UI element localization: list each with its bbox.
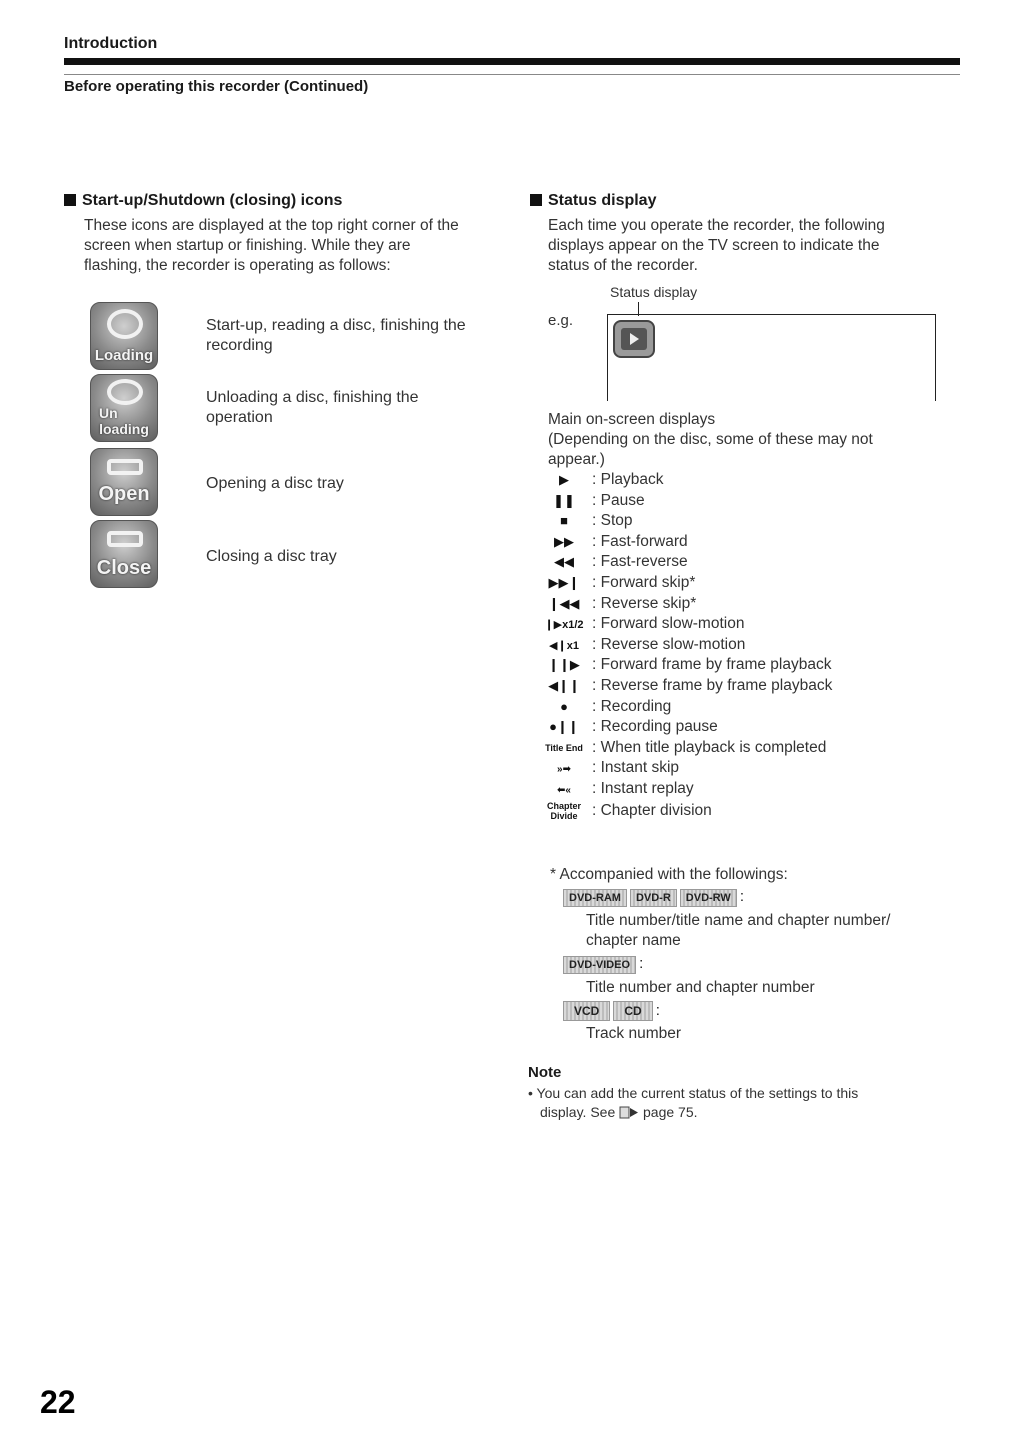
loading-description [206, 316, 466, 356]
tv-screen-frame [607, 314, 936, 401]
stop-icon: ■ [560, 513, 568, 529]
symbol-row-recording [536, 698, 671, 719]
bullet-square-icon [64, 194, 76, 206]
symbol-desc: : Playback [592, 471, 664, 488]
symbol-desc: : Fast-reverse [592, 553, 688, 571]
fast-reverse-icon: ◀◀ [554, 554, 574, 570]
symbol-desc: : Instant replay [592, 780, 694, 797]
description-line: Start-up, reading a disc, finishing the [206, 317, 466, 334]
symbol-row-playback [536, 471, 664, 492]
status-intro [548, 216, 885, 276]
symbol-desc: : Forward slow-motion [592, 615, 745, 633]
unloading-icon [90, 374, 158, 442]
group-line: Track number [586, 1025, 682, 1042]
symbol-desc: : Chapter division [592, 801, 712, 819]
symbol-desc: : Recording pause [592, 718, 718, 736]
symbol-row-reverse-skip [536, 595, 696, 616]
main-displays-intro [548, 410, 873, 470]
symbol-desc: : Forward frame by frame playback [592, 656, 832, 674]
unloading-description [206, 388, 419, 428]
description-line: operation [206, 409, 273, 426]
forward-slow-icon: ❙▶x1/2 [544, 619, 584, 632]
symbol-row-stop [536, 512, 633, 533]
group-line: Title number and chapter number [586, 979, 815, 996]
note-line: page 75. [643, 1104, 698, 1120]
loading-icon [90, 302, 158, 370]
footnote: * Accompanied with the followings: [550, 866, 788, 883]
forward-frame-icon: ❙❙▶ [548, 657, 580, 673]
cd-badge: CD [613, 1001, 652, 1021]
main-line: Main on-screen displays [548, 411, 716, 428]
forward-skip-icon: ▶▶❙ [548, 575, 580, 590]
symbol-desc: : Stop [592, 512, 633, 530]
icon-label: Close [96, 557, 152, 579]
symbol-desc: : Instant skip [592, 759, 680, 777]
symbol-row-fast-reverse [536, 553, 688, 574]
group-description [586, 1024, 681, 1044]
dvd-rw-badge: DVD-RW [680, 889, 737, 907]
symbol-desc: : Pause [592, 491, 645, 509]
intro-line: displays appear on the TV screen to indicate the [548, 237, 880, 254]
description-line: Closing a disc tray [206, 548, 337, 565]
heading-text: Start-up/Shutdown (closing) icons [82, 192, 343, 209]
main-line: appear.) [548, 451, 605, 468]
chapter-divide-icon: Chapter Divide [546, 800, 581, 821]
symbol-desc: : When title playback is completed [592, 738, 827, 756]
symbol-desc: : Reverse slow-motion [592, 635, 746, 653]
page-reference-icon [619, 1105, 639, 1118]
close-description [206, 547, 337, 567]
symbol-desc: : Reverse skip* [592, 594, 697, 612]
tray-icon [107, 531, 143, 547]
vcd-cd-badges: VCD CD : [563, 1001, 660, 1021]
group-line: chapter name [586, 932, 681, 949]
symbol-row-forward-slow [536, 615, 744, 636]
symbol-row-chapter-divide [536, 801, 712, 822]
symbol-row-forward-frame [536, 656, 831, 677]
symbol-row-forward-skip [536, 574, 695, 595]
note-heading: Note [528, 1064, 562, 1081]
note-body [528, 1084, 858, 1122]
instant-skip-icon: »➡ [557, 764, 571, 776]
intro-line: Each time you operate the recorder, the following [548, 217, 885, 234]
note-line: • You can add the current status of the settings to this [528, 1085, 859, 1101]
close-tray-icon [90, 520, 158, 588]
dvd-ram-badge: DVD-RAM [563, 889, 627, 907]
description-line: Unloading a disc, finishing the [206, 389, 419, 406]
symbol-row-reverse-frame [536, 677, 832, 698]
note-line: display. See [540, 1104, 616, 1120]
startup-shutdown-heading [64, 192, 342, 210]
symbol-row-instant-replay [536, 780, 694, 801]
play-icon: ▶ [559, 472, 569, 487]
reverse-frame-icon: ◀❙❙ [548, 678, 580, 693]
symbol-row-reverse-slow [536, 636, 745, 657]
description-line: Opening a disc tray [206, 475, 344, 492]
bullet-square-icon [530, 194, 542, 206]
description-line: recording [206, 337, 273, 354]
status-display-heading [530, 192, 656, 210]
record-pause-icon: ●❙❙ [549, 719, 579, 735]
dvd-r-badge: DVD-R [630, 889, 677, 907]
open-description [206, 474, 344, 494]
reverse-skip-icon: ❙◀◀ [548, 595, 580, 611]
instant-replay-icon: ⬅« [557, 785, 571, 796]
heading-text: Status display [548, 192, 657, 209]
open-tray-icon [90, 448, 158, 516]
status-display-callout: Status display [610, 284, 698, 300]
symbol-row-pause [536, 492, 645, 513]
symbol-desc: : Fast-forward [592, 532, 688, 550]
chapter-title: Introduction [64, 35, 158, 52]
intro-line: screen when startup or finishing. While they are [84, 237, 411, 254]
symbol-row-recording-pause [536, 718, 718, 739]
startup-intro [84, 216, 459, 276]
main-line: (Depending on the disc, some of these may not [548, 431, 873, 448]
symbol-desc: : Forward skip* [592, 574, 696, 591]
record-icon: ● [560, 698, 568, 714]
group-description [586, 978, 815, 998]
icon-label: Loading [94, 347, 154, 364]
intro-line: These icons are displayed at the top right corner of the [84, 217, 459, 234]
play-status-icon [613, 320, 655, 358]
refresh-arrows-icon [107, 309, 143, 339]
refresh-arrows-icon [107, 379, 143, 405]
page-number: 22 [40, 1384, 76, 1420]
reverse-slow-icon: ◀❙x1 [549, 639, 579, 652]
pause-icon: ❚❚ [553, 492, 575, 508]
page-subtitle: Before operating this recorder (Continued) [64, 78, 369, 95]
eg-label: e.g. [548, 312, 574, 329]
group-line: Title number/title name and chapter number/ [586, 912, 891, 929]
header-thin-rule [64, 74, 960, 75]
title-end-icon: Title End [545, 742, 583, 753]
icon-label: Open [98, 483, 150, 505]
symbol-row-title-end [536, 739, 826, 760]
tray-icon [107, 459, 143, 475]
dvd-video-badge: DVD-VIDEO [563, 956, 636, 974]
intro-line: status of the recorder. [548, 257, 698, 274]
play-triangle-icon [630, 333, 639, 345]
symbol-desc: : Recording [592, 697, 672, 715]
icon-label: loading [99, 421, 149, 437]
dvd-video-badges: DVD-VIDEO : [563, 955, 643, 974]
header-rule [64, 58, 960, 65]
vcd-badge: VCD [563, 1001, 610, 1021]
intro-line: flashing, the recorder is operating as follows: [84, 257, 391, 274]
group-description [586, 911, 890, 951]
symbol-desc: : Reverse frame by frame playback [592, 677, 833, 694]
symbol-row-instant-skip [536, 759, 679, 780]
fast-forward-icon: ▶▶ [554, 533, 574, 549]
icon-label: Un [99, 405, 118, 421]
symbol-row-fast-forward [536, 533, 688, 554]
dvd-recordable-badges: DVD-RAM DVD-R DVD-RW : [563, 888, 744, 907]
